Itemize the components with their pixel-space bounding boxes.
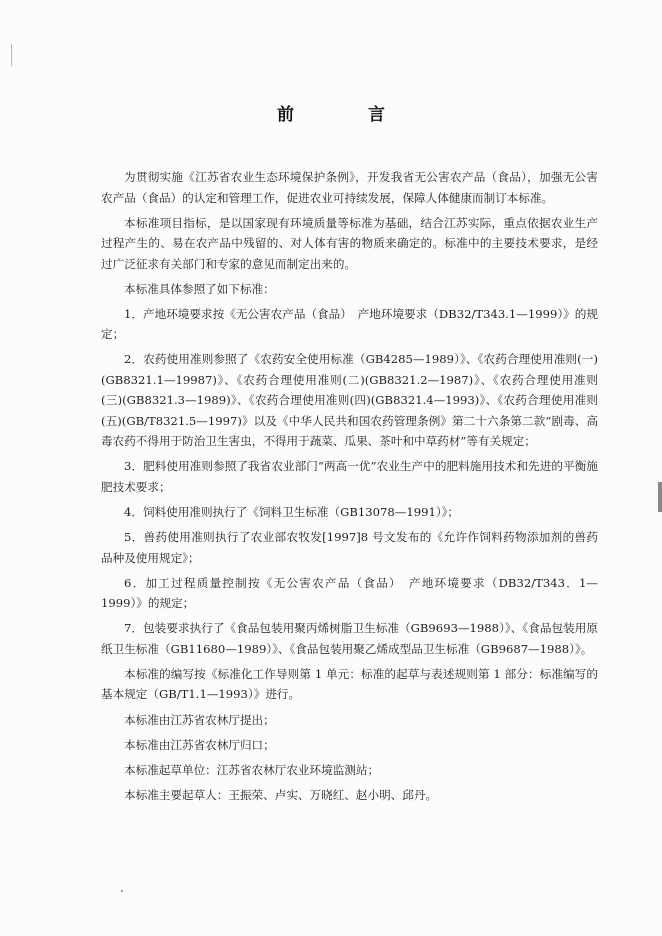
paragraph: 3．肥料使用准则参照了我省农业部门“两高一优”农业生产中的肥料施用技术和先进的平衡施肥技术要求； [101, 459, 598, 494]
paragraph: 6．加工过程质量控制按《无公害农产品（食品） 产地环境要求（DB32/T343．1—1999）》的规定； [101, 575, 598, 611]
scan-speck [11, 44, 12, 66]
paragraph: 4．饲料使用准则执行了《饲料卫生标准（GB13078—1991）》； [124, 505, 460, 520]
paragraph: 本标准由江苏省农林厅提出； [124, 712, 275, 727]
paragraph: 本标准起草单位：江苏省农林厅农业环境监测站； [124, 762, 380, 777]
paragraph: 1．产地环境要求按《无公害农产品（食品） 产地环境要求（DB32/T343.1—1999）》的规定； [101, 306, 598, 342]
paragraph: 7．包装要求执行了《食品包装用聚丙烯树脂卫生标准（GB9693—1988）》、《食品包装用原纸卫生标准（GB11680—1989）》、《食品包装用聚乙烯成型品卫生标准（GB9687—1988）》。 [101, 621, 598, 656]
foreword-body [101, 167, 598, 810]
page-title: 前 言 [277, 105, 419, 125]
paragraph: 本标准由江苏省农林厅归口； [124, 737, 275, 752]
paragraph: 5．兽药使用准则执行了农业部农牧发[1997]8 号文发布的《允许作饲料药物添加剂的兽药品种及使用规定》； [101, 530, 598, 565]
paragraph: 为贯彻实施《江苏省农业生态环境保护条例》，开发我省无公害农产品（食品），加强无公害农产品（食品）的认定和管理工作，促进农业可持续发展，保障人体健康而制订本标准。 [101, 170, 598, 205]
scan-edge-mark [658, 482, 662, 512]
paragraph: 本标准主要起草人：王振荣、卢实、万晓红、赵小明、邱丹。 [124, 787, 438, 802]
paragraph: 本标准项目指标，是以国家现有环境质量等标准为基础，结合江苏实际，重点依据农业生产过程产生的、易在农产品中残留的、对人体有害的物质来确定的。标准中的主要技术要求，是经过广泛征求有关部门和专家的意见而制定出来的。 [101, 215, 598, 271]
paragraph: 2．农药使用准则参照了《农药安全使用标准（GB4285—1989）》、《农药合理使用准则(一)(GB8321.1—19987)》、《农药合理使用准则(二)(GB8321.2—1987)》、《农药合理使用准则(三)(GB8321.3—1989)》、《农药合理使用准则(四)(GB8321.4—1993)》、《农药合理使用准则(五)(GB/T8321.5—1997)》以及《中华人民共和国农药管理条例》第二十六条第二款“剧毒、高毒农药不得用于防治卫生害虫，不得用于蔬菜、瓜果、茶叶和中草药材”等有关规定； [101, 352, 598, 449]
paragraph: 本标准的编写按《标准化工作导则第 1 单元：标准的起草与表述规则第 1 部分：标准编写的基本规定（GB/T1.1—1993）》进行。 [101, 666, 598, 702]
paragraph: 本标准具体参照了如下标准： [124, 281, 275, 296]
scan-speck [121, 890, 123, 892]
